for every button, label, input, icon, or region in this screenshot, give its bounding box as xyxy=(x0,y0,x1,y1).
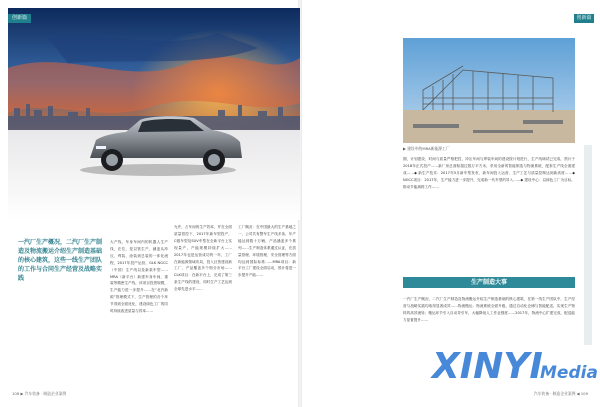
factory-construction-photo xyxy=(403,38,575,143)
left-column-3: 工厂概况：在中国最大的生产基地之一，公司共有整车生产线多条，年产能达到数十万辆，产品涵盖多个系列……生产制造体系通过认证，在质量管理、环境管理、安全管理等方面均达到国际标准……MRA项目：新平台工厂建设全面启动，预计将进一步提升产能…… xyxy=(238,225,296,278)
watermark-text-side: Media xyxy=(540,363,598,383)
photo-caption: ▶ 建设中的MRA新能源工厂 xyxy=(403,146,450,151)
factory-steel-frame-image xyxy=(403,38,575,143)
section-tab-left: 创新篇 xyxy=(8,14,31,23)
left-column-1: 大产线，车身车间内的机器人生产线，在位，是以管生产，涵盖从冲压、焊装、涂装到总装的一体化流程，2017年投产运营，GLK NGCC（中国）生产线以及新款车型……MRA（新平台）新建车身车间，重装等精密生产线，该项目投资规模，生产能力进一步提升……在“北汽新源”管理模式下，生产管理的各个环节得到全面优化，建设绿色工厂的同时持续改进质量与效率…… xyxy=(110,240,168,314)
section-heading: 生产制造大事 xyxy=(403,277,575,288)
hero-car-photo xyxy=(8,8,300,220)
right-column-top: 期，计划建设、时间与质量严格把控，冲压车间与焊装车间的建设按计划进行，生产线调试已完成，预计于2018年正式投产……新厂房总面积超过数万平方米，采用全新的智能制造与物流系统，配套生产线全面建成……◆ 新生产技术：2017年5月新车型发布，新车间投入运营，生产工艺与质量控制达到新高度……◆ NGCC项目：2017年，生产能力进一步提升，完成新一代车型的导入……◆ 建设中心：以绿色工厂为目标，推动节能减排工作…… xyxy=(403,157,575,189)
watermark-logo xyxy=(428,338,598,388)
margin-strip xyxy=(584,145,592,345)
xinyi-media-logo xyxy=(428,338,598,388)
pullquote: 一汽厂生产概况，二汽厂生产制造及物流搬运介绍生产制造基础的核心建筑，这些一线生产团队的工作与合同生产经营及战略实践 xyxy=(18,239,103,282)
watermark-text-main: XINYI xyxy=(432,346,543,387)
footer-right: 汽车装备 · 制造企业案例 ◀ 109 xyxy=(533,391,588,396)
left-column-2: 允许，占车间的生产效率，并在全面质量管控下，2017年新车型投产，C级车型及SUV车型在全新平台上实现量产，产能规模持续扩大……2017年也是运营成功的一年，工厂在新能源领域布局，投入巨资建设新工厂，产品覆盖多个细分市场……CLK项目：在新平台上，完成了第三条生产线的建设，同时生产工艺达到全球先进水平…… xyxy=(174,225,232,292)
car-sunset-image xyxy=(8,8,300,220)
footer-left: 108 ▶ 汽车装备 · 制造企业案例 xyxy=(12,391,67,396)
right-column-bottom: 一汽厂生产概况，二汽厂生产制造及物流搬运介绍生产制造基础的核心建筑，在第一线生产团队中，生产经营与战略实践均取得显著成效……物流搬运：物流系统全面升级，通过自动化仓储与智能配送，实现生产物料的高效流转；搬运环节引入自动导引车，大幅降低人工作业强度……2017年，物流中心扩建完成，配送能力显著提升…… xyxy=(403,297,575,322)
section-tab-right: 创新篇 xyxy=(574,14,594,23)
